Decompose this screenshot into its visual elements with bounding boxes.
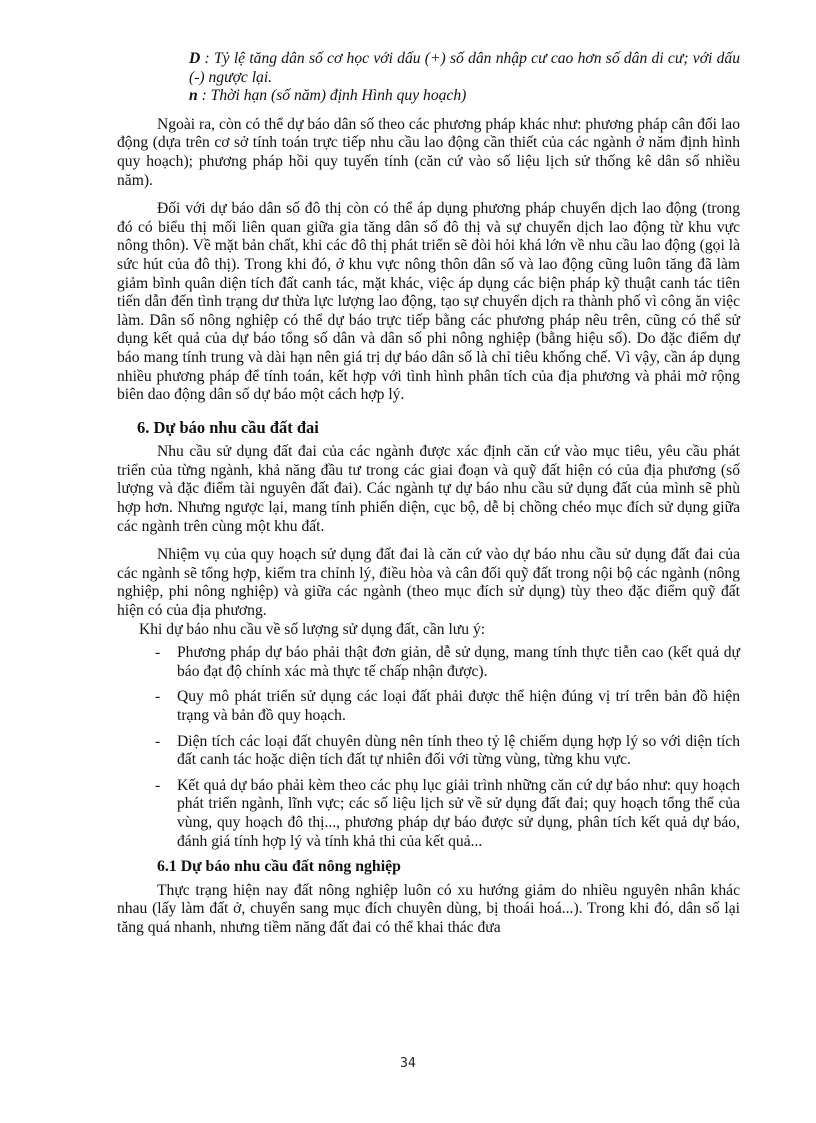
section-6-1-paragraph: Thực trạng hiện nay đất nông nghiệp luôn có xu hướng giảm do nhiều nguyên nhân khác nhau (lấy làm đất ở, chuyển sang mục đích chuyên dùng, bị thoái hoá...). Trong khi đó, dân số lại tăng quá nhanh, nhưng tiềm năng đất đai có thể khai thác đưa [117,881,740,936]
list-item-text: Diện tích các loại đất chuyên dùng nên tính theo tỷ lệ chiếm dụng hợp lý so với diện tích đất canh tác hoặc diện tích đất tự nhiên đối với từng vùng, từng khu vực. [177,732,740,769]
paragraph-urban-population: Đối với dự báo dân số đô thị còn có thể áp dụng phương pháp chuyển dịch lao động (trong đó có biểu thị mối liên quan giữa gia tăng dân số đô thị và sự chuyển dịch lao động từ khu vực nông thôn). Về mặt bản chất, khi các đô thị phát triển sẽ đòi hỏi khá lớn về nhu cầu lao động (gọi là sức hút của đô thị). Trong khi đó, ở khu vực nông thôn dân số và lao động cũng luôn tăng đã làm giảm bình quân diện tích đất canh tác, mặt khác, việc áp dụng các biện pháp kỹ thuật canh tác tiên tiến dẫn đến tình trạng dư thừa lực lượng lao động, tạo sự chuyển dịch ra thành phố vì công ăn việc làm. Dân số nông nghiệp có thể dự báo trực tiếp bằng các phương pháp nêu trên, cũng có thể sử dụng kết quả của dự báo tổng số dân và dân số phi nông nghiệp (bằng hiệu số). Do đặc điểm dự báo mang tính trung và dài hạn nên giá trị dự báo dân số là chỉ tiêu khống chế. Vì vậy, cần áp dụng nhiều phương pháp để tính toán, kết hợp với tình hình phân tích của địa phương và phải mở rộng biên dao động dân số dự báo một cách hợp lý. [117,200,740,404]
list-item [117,644,740,681]
dash-marker: - [155,644,161,662]
symbol-n: n [189,87,198,105]
definition-d-text: : Tỷ lệ tăng dân số cơ học với dấu (+) số dân nhập cư cao hơn số dân di cư; với dấu (-) ngược lại. [189,50,740,86]
notes-list [117,644,740,851]
section-6-lead: Khi dự báo nhu cầu về số lượng sử dụng đất, cần lưu ý: [139,620,486,638]
section-6-paragraph-2: Nhiệm vụ của quy hoạch sử dụng đất đai là căn cứ vào dự báo nhu cầu sử dụng đất đai của các ngành sẽ tổng hợp, kiểm tra chỉnh lý, điều hòa và cân đối quỹ đất trong nội bộ các ngành (nông nghiệp, phi nông nghiệp) và giữa các ngành (theo mục đích sử dụng) tùy theo đặc điểm quỹ đất hiện có của địa phương. [117,546,740,620]
page-content [117,50,740,938]
list-item [117,688,740,725]
paragraph-other-methods: Ngoài ra, còn có thể dự báo dân số theo các phương pháp khác như: phương pháp cân đối lao động (dựa trên cơ sở tính toán trực tiếp nhu cầu lao động cần thiết của các ngành ở năm định hình quy hoạch); phương pháp hồi quy tuyến tính (căn cứ vào số liệu lịch sử thống kê dân số nhiều năm). [117,115,740,189]
list-item-text: Phương pháp dự báo phải thật đơn giản, dễ sử dụng, mang tính thực tiễn cao (kết quả dự báo đạt độ chính xác mà thực tế chấp nhận được). [177,644,740,680]
dash-marker: - [155,732,161,750]
dash-marker: - [155,688,161,706]
definition-n-text: : Thời hạn (số năm) định Hình quy hoạch) [201,87,467,105]
page-number: 34 [400,1056,416,1071]
dash-marker: - [155,776,161,794]
list-item-text: Quy mô phát triển sử dụng các loại đất phải được thể hiện đúng vị trí trên bản đồ hiện trạng và bản đồ quy hoạch. [177,688,740,724]
section-6-paragraph-1: Nhu cầu sử dụng đất đai của các ngành được xác định căn cứ vào mục tiêu, yêu cầu phát triển của từng ngành, khả năng đầu tư trong các giai đoạn và quỹ đất hiện có của địa phương (số lượng và đặc điểm tài nguyên đất đai). Các ngành tự dự báo nhu cầu sử dụng đất của mình sẽ phù hợp hơn. Nhưng ngược lại, mang tính phiến diện, cục bộ, dễ bị chồng chéo mục đích sử dụng giữa các ngành trên cùng một khu đất. [117,443,740,535]
section-6-heading: 6. Dự báo nhu cầu đất đai [137,417,319,437]
definition-d [117,50,740,87]
list-item [117,733,740,770]
definition-n [117,87,740,106]
list-item [117,777,740,851]
list-item-text: Kết quả dự báo phải kèm theo các phụ lục giải trình những căn cứ dự báo như: quy hoạch phát triển ngành, lĩnh vực; các số liệu lịch sử về sử dụng đất đai; quy hoạch tổng thể của vùng, quy hoạch đô thị..., phương pháp dự báo được sử dụng, phân tích kết quả dự báo, đánh giá tính hợp lý và tính khả thi của kết quả... [177,776,740,850]
symbol-d: D [189,50,201,67]
section-6-1-heading: 6.1 Dự báo nhu cầu đất nông nghiệp [157,858,401,876]
